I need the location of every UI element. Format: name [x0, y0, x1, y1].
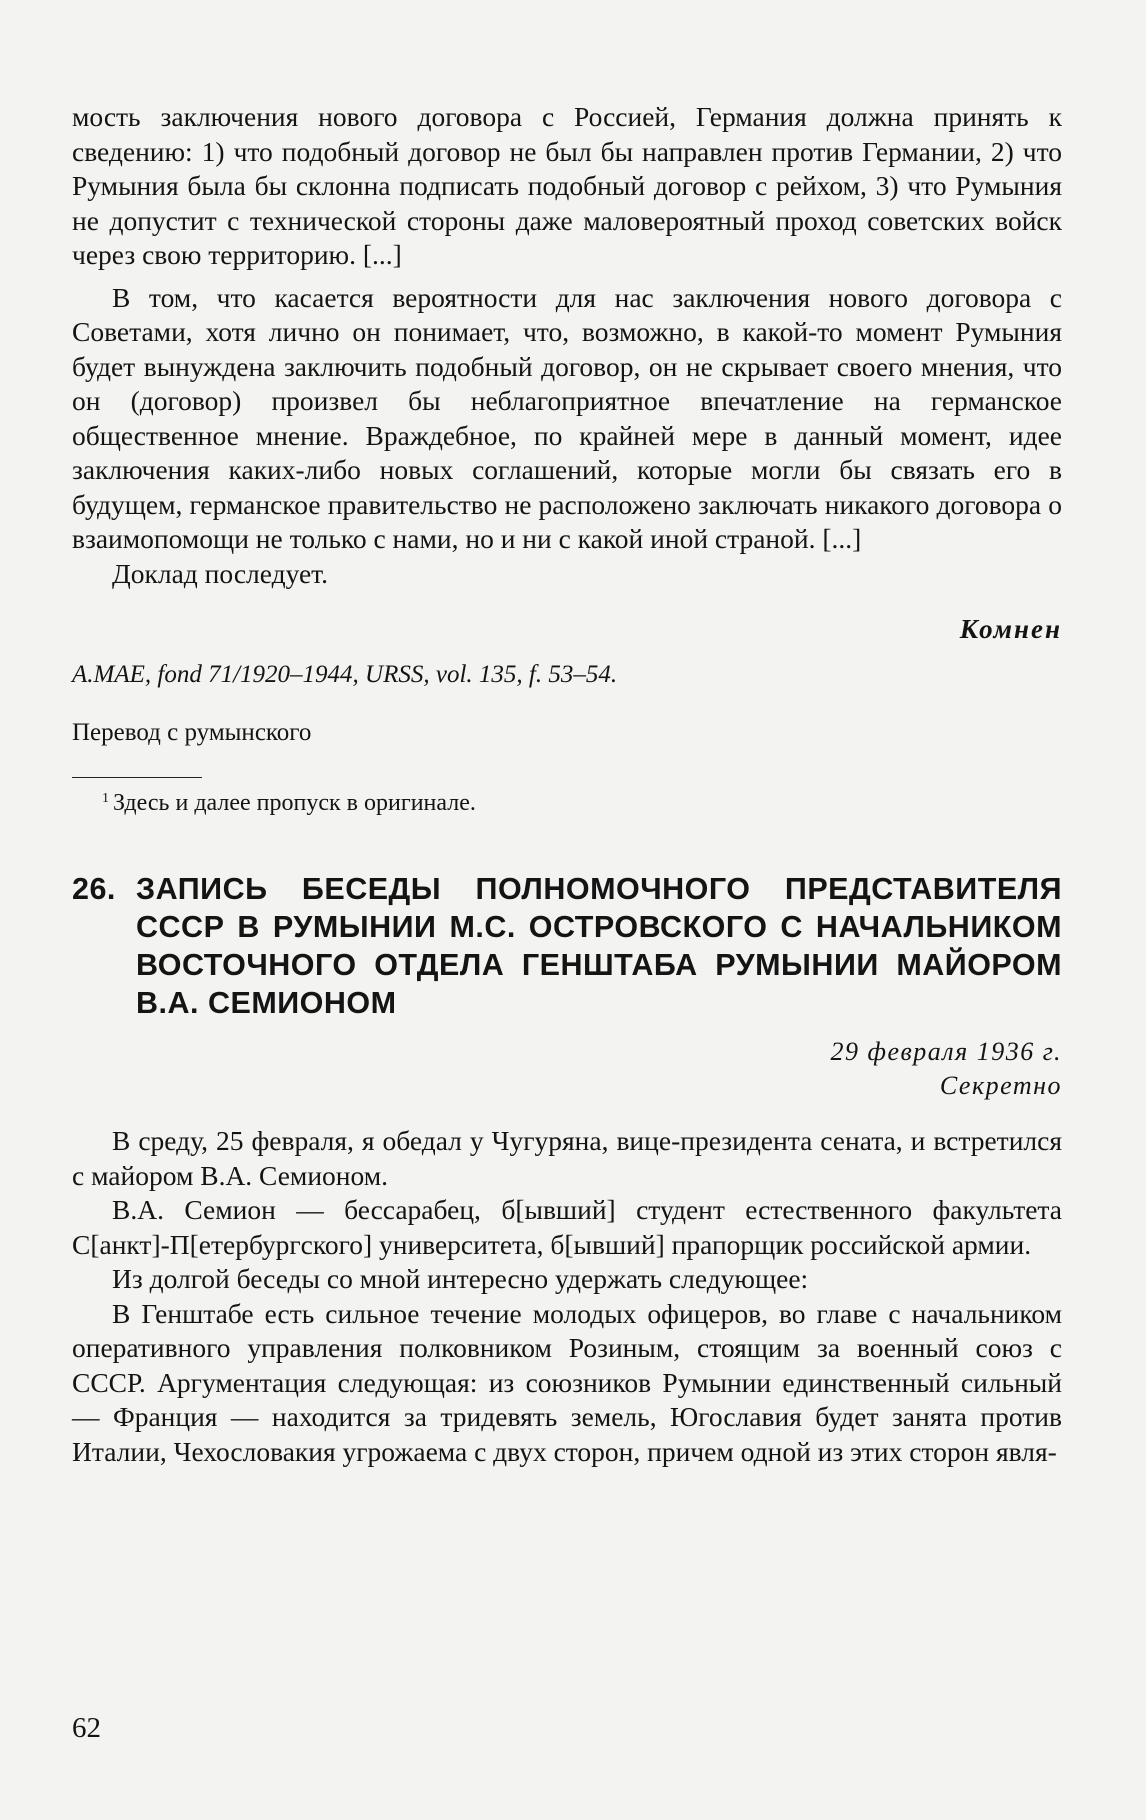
paragraph-conversation: Из долгой беседы со мной интересно удержать следующее: — [112, 1263, 809, 1294]
document-title: ЗАПИСЬ БЕСЕДЫ ПОЛНОМОЧНОГО ПРЕДСТАВИТЕЛЯ СССР В РУМЫНИИ М.С. ОСТРОВСКОГО С НАЧАЛЬНИКОМ ВОСТОЧНОГО ОТДЕЛА ГЕНШТАБА РУМЫНИИ МАЙОРОМ В.А. СЕМИОНОМ — [136, 872, 1062, 1020]
document-number: 26. — [72, 872, 116, 906]
paragraph-germany-position: В том, что касается вероятности для нас заключения нового договора с Советами, хотя лично он понимает, что, возможно, в какой-то момент Румыния будет вынуждена заключить подобный договор, он не скрывает своего мнения, что он (договор) произвел бы неблагоприятное впечатление на германское общественное мнение. Враждебное, по крайней мере в данный момент, идее заключения каких-либо новых соглашений, которые могли бы связать его в будущем, германское правительство не расположено заключать никакого договора о взаимопомощи не только с нами, но и ни с какой иной страной. [...] — [72, 281, 1062, 554]
paragraph-semion-bio: В.А. Семион — бессарабец, б[ывший] студент естественного факультета С[анкт]-П[етербургского] университета, б[ывший] прапорщик российской армии. — [72, 1194, 1062, 1260]
document-body — [72, 1124, 1062, 1469]
paragraph-continuation: мость заключения нового договора с Россией, Германия должна принять к сведению: 1) что подобный договор не был бы направлен против Германии, 2) что Румыния была бы склонна подписать подобный договор с рейхом, 3) что Румыния не допустит с технической стороны даже маловероятный проход советских войск через свою территорию. [...] — [72, 101, 1062, 270]
paragraph-report-follows: Доклад последует. — [112, 557, 328, 589]
signature: Комнен — [959, 614, 1062, 644]
paragraph-general-staff: В Генштабе есть сильное течение молодых офицеров, во главе с начальником оперативного управления полковником Розиным, стоящим за военный союз с СССР. Аргументация следующая: из союзников Румынии единственный сильный — Франция — находится за тридевять земель, Югославия будет занята против Италии, Чехословакия угрожаема с двух сторон, причем одной из этих сторон явля- — [72, 1297, 1062, 1467]
footnote — [102, 784, 1062, 818]
footnote-marker: 1 — [102, 791, 109, 806]
archive-reference: A.MAE, fond 71/1920–1944, URSS, vol. 135, f. 53–54. — [72, 661, 618, 688]
translation-note: Перевод с румынского — [72, 719, 312, 746]
page-number: 62 — [72, 1712, 101, 1744]
classification-mark: Секретно — [939, 1071, 1062, 1100]
paragraph-dinner: В среду, 25 февраля, я обедал у Чугуряна, вице-президента сената, и встретился с майором В.А. Семионом. — [72, 1125, 1062, 1191]
page-content — [72, 100, 1062, 1469]
document-heading — [72, 870, 1062, 1022]
footnote-divider — [72, 777, 202, 778]
footnote-text: Здесь и далее пропуск в оригинале. — [113, 790, 476, 816]
document-date: 29 февраля 1936 г. — [830, 1037, 1062, 1066]
